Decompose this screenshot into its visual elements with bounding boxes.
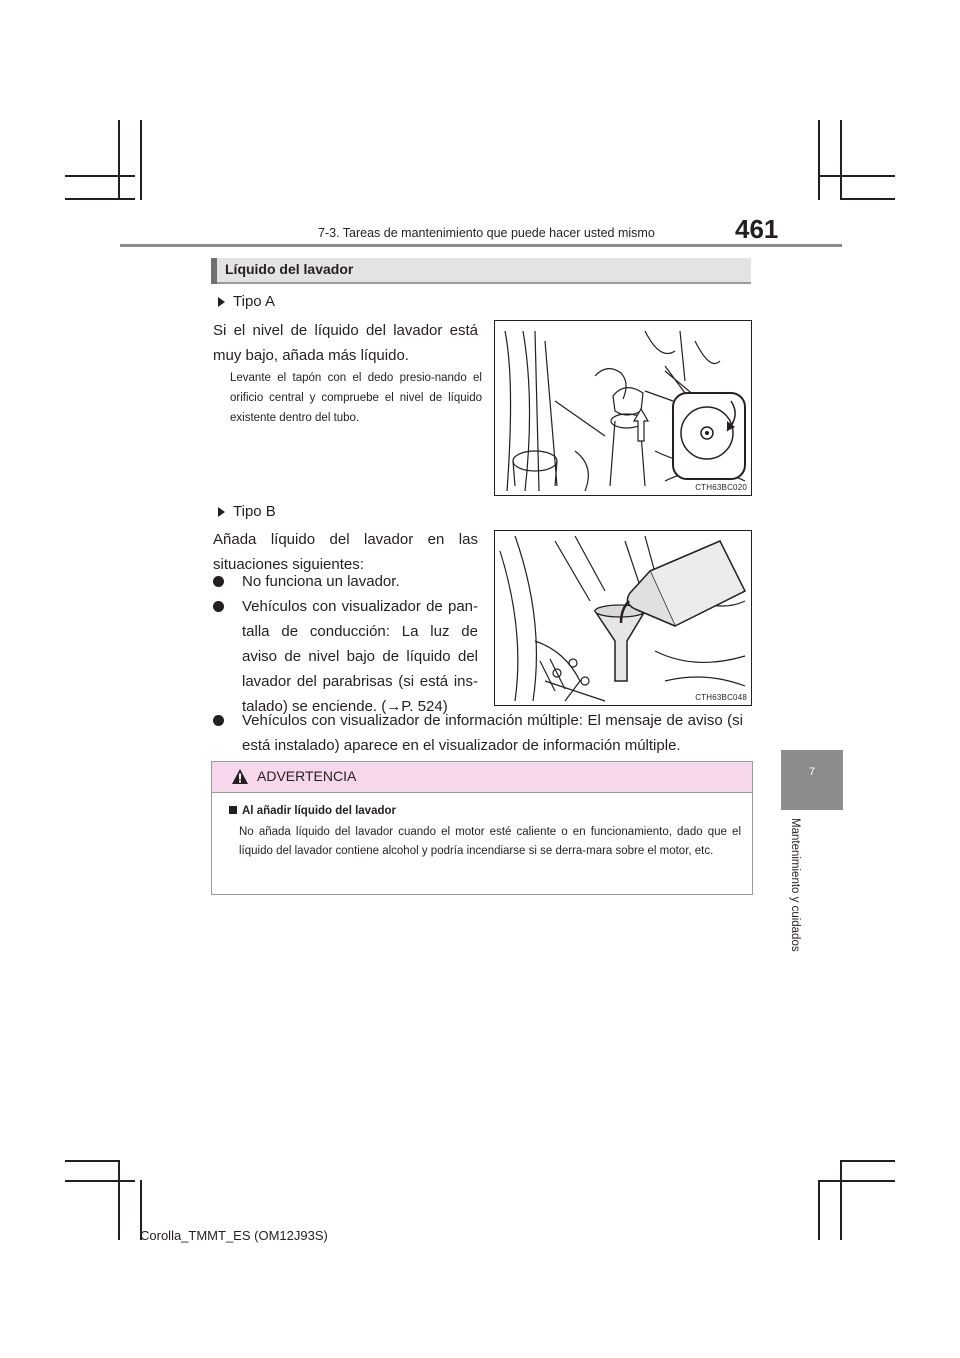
chapter-tab[interactable]: [781, 750, 843, 810]
chapter-tab-number: 7: [808, 766, 816, 778]
bullet-item: [213, 594, 478, 719]
warning-subtitle-row: [229, 805, 396, 817]
triangle-arrow-icon: [218, 507, 225, 517]
section-title: Líquido del lavador: [225, 261, 354, 277]
figure-code: CTH63BC048: [695, 693, 747, 702]
crop-mark: [840, 1160, 842, 1240]
warning-box: [211, 761, 753, 895]
bullet-text: No funciona un lavador.: [242, 573, 400, 590]
type-b-illustration: [494, 530, 752, 706]
bullet-text: Vehículos con visualizador de información múltiple: El mensaje de aviso (si está instalado) aparece en el visualizador de información múltiple.: [242, 712, 743, 754]
crop-mark: [140, 120, 142, 200]
crop-mark: [840, 198, 895, 200]
warning-text: No añada líquido del lavador cuando el motor esté caliente o en funcionamiento, dado que el líquido del lavador contiene alcohol y podría incendiarse si se derra-mara sobre el motor, etc.: [239, 826, 741, 857]
washer-tank-drawing: [495, 321, 751, 495]
type-b-label: Tipo B: [233, 503, 276, 520]
triangle-arrow-icon: [218, 297, 225, 307]
bullet-dot-icon: [213, 601, 224, 612]
crop-mark: [820, 175, 895, 177]
type-b-heading: [218, 499, 276, 524]
crop-mark: [65, 1160, 120, 1162]
type-a-label: Tipo A: [233, 293, 275, 310]
type-a-illustration: [494, 320, 752, 496]
crop-mark: [65, 1180, 135, 1182]
page-number: 461: [735, 214, 779, 244]
crop-mark: [118, 1160, 120, 1240]
bullet-item: [213, 708, 743, 758]
crop-mark: [820, 1180, 895, 1182]
crop-mark: [65, 198, 135, 200]
funnel-refill-drawing: [495, 531, 751, 705]
crop-mark: [818, 1180, 820, 1240]
warning-header: [212, 762, 752, 793]
bullet-dot-icon: [213, 715, 224, 726]
bullet-dot-icon: [213, 576, 224, 587]
warning-triangle-icon: [231, 768, 249, 785]
crop-mark: [840, 120, 842, 200]
chapter-title: 7-3. Tareas de mantenimiento que puede hacer usted mismo: [318, 226, 655, 240]
section-header: [211, 258, 751, 284]
type-a-note: Levante el tapón con el dedo presio-nando el orificio central y compruebe el nivel de líquido existente dentro del tubo.: [230, 372, 482, 424]
bullet-text: Vehículos con visualizador de pan-talla de conducción: La luz de aviso de nivel bajo de líquido del lavador del parabrisas (si está ins-talado) se enciende. (→P. 524): [242, 598, 478, 715]
bullet-item: [213, 569, 478, 594]
type-a-text: Si el nivel de líquido del lavador está muy bajo, añada más líquido.: [213, 322, 478, 364]
chapter-side-text: Mantenimiento y cuidados: [789, 818, 801, 952]
type-b-text: Añada líquido del lavador en las situaciones siguientes:: [213, 531, 478, 573]
square-bullet-icon: [229, 806, 237, 814]
figure-code: CTH63BC020: [695, 483, 747, 492]
chapter-side-label: [777, 818, 817, 978]
header-rule: [120, 244, 842, 247]
crop-mark: [65, 175, 135, 177]
section-header-bar: [211, 258, 217, 284]
warning-subtitle: Al añadir líquido del lavador: [242, 805, 396, 817]
type-a-heading: [218, 289, 275, 314]
footer-text: Corolla_TMMT_ES (OM12J93S): [140, 1228, 328, 1243]
crop-mark: [840, 1160, 895, 1162]
crop-mark: [818, 120, 820, 200]
warning-title: ADVERTENCIA: [257, 768, 357, 784]
crop-mark: [118, 120, 120, 200]
